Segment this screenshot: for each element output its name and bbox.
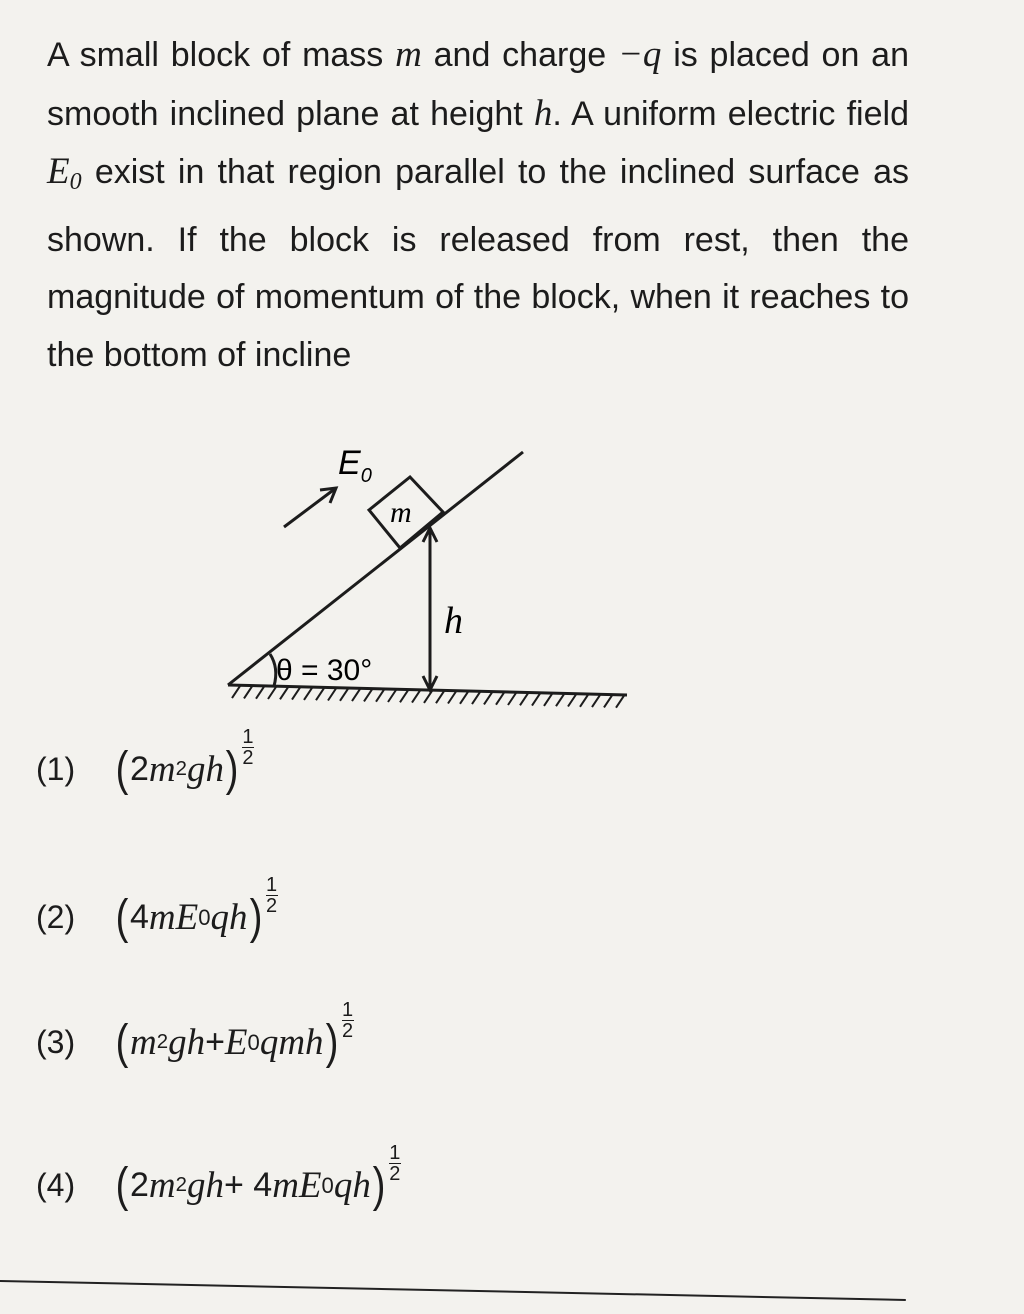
angle-arc [270, 654, 276, 686]
hatch-mark [520, 693, 528, 705]
hatch-mark [400, 690, 408, 702]
expression-term: qh [333, 1165, 371, 1206]
exponent-fraction [266, 875, 278, 916]
hatch-mark [364, 689, 372, 701]
option-number: (1) [36, 751, 76, 787]
hatch-mark [244, 686, 252, 698]
expression-term: 0 [198, 904, 211, 930]
exponent-numerator: 1 [389, 1142, 401, 1164]
hatch-mark [376, 690, 384, 702]
hatch-mark [592, 695, 600, 707]
option-number: (3) [36, 1024, 76, 1060]
hatch-mark [292, 688, 300, 700]
expression-term: gh [186, 749, 224, 790]
question-text-run: exist in that region parallel to the inclined surface as shown. If the block is released from rest, then the magnitude of momentum of the block, when it reaches to the bottom of incline [47, 153, 909, 374]
question-text-run: A small block of mass [47, 36, 396, 74]
question-text-run: . A uniform electric field [552, 94, 909, 133]
expression-term: gh [186, 1165, 224, 1206]
expression-term: 2 [175, 1174, 187, 1196]
hatch-mark [424, 691, 432, 703]
expression-term: + [205, 1023, 225, 1061]
question-text-run: and charge [421, 36, 618, 74]
exponent-numerator: 1 [341, 999, 354, 1021]
expression-term: 2 [129, 1166, 149, 1204]
right-paren: ) [325, 1016, 338, 1069]
hatch-mark [448, 692, 456, 704]
expression-term: qmh [259, 1022, 324, 1063]
hatch-mark [256, 687, 264, 699]
expression-term: m [148, 1165, 176, 1206]
math-symbol: m [395, 34, 422, 75]
incline-surface [228, 452, 523, 685]
subscript: 0 [69, 169, 82, 195]
expression-term: m [148, 749, 176, 790]
exponent-denominator: 2 [341, 1020, 354, 1042]
hatch-mark [268, 687, 276, 699]
expression-term: 2 [156, 1031, 169, 1053]
expression-term: gh [168, 1022, 206, 1063]
hatch-mark [316, 688, 324, 700]
option-1[interactable] [36, 726, 254, 797]
hatch-mark [412, 691, 420, 703]
exponent-numerator: 1 [242, 726, 254, 748]
left-paren: ( [115, 1016, 129, 1069]
expression-term: 2 [129, 750, 149, 788]
hatch-mark [352, 689, 360, 701]
expression-term: 4 [129, 898, 149, 936]
option-expression [114, 726, 254, 797]
hatch-mark [496, 693, 504, 705]
hatch-mark [508, 693, 516, 705]
math-symbol: h [533, 92, 553, 134]
exponent-numerator: 1 [265, 874, 278, 896]
left-paren: ( [115, 1159, 129, 1212]
right-paren: ) [225, 743, 239, 796]
block-label: m [390, 496, 412, 529]
exponent-denominator: 2 [265, 895, 278, 917]
hatch-mark [280, 687, 288, 699]
hatch-mark [604, 695, 612, 707]
divider-line [0, 1280, 906, 1301]
expression-term: m [129, 1022, 157, 1063]
expression-term: 0 [321, 1172, 334, 1198]
expression-term: 2 [175, 758, 187, 780]
hatch-mark [472, 692, 480, 704]
hatch-mark [340, 689, 348, 701]
left-paren: ( [115, 743, 129, 796]
left-paren: ( [115, 891, 129, 944]
option-number: (2) [36, 899, 76, 935]
height-label: h [444, 600, 463, 642]
exponent-fraction [242, 727, 254, 768]
option-expression [114, 874, 278, 945]
option-2[interactable] [36, 874, 278, 945]
hatch-mark [388, 690, 396, 702]
option-expression [114, 1142, 401, 1213]
hatch-mark [484, 692, 492, 704]
math-symbol: $E_0$ [47, 151, 82, 195]
field-arrow [284, 488, 336, 527]
right-paren: ) [372, 1159, 386, 1212]
expression-term: + 4 [223, 1166, 273, 1204]
hatch-mark [460, 692, 468, 704]
angle-label: θ = 30° [276, 654, 373, 687]
hatch-mark [436, 691, 444, 703]
hatch-mark [232, 686, 240, 698]
exponent-fraction [342, 1000, 354, 1041]
expression-term: mE [148, 897, 199, 938]
hatch-mark [580, 695, 588, 707]
expression-term: E [224, 1022, 248, 1063]
expression-term: mE [272, 1165, 322, 1206]
hatch-mark [556, 694, 564, 706]
expression-term: qh [210, 897, 248, 938]
question-text-run: is placed on an smooth inclined plane at height [47, 36, 909, 133]
hatch-mark [304, 688, 312, 700]
hatch-mark [544, 694, 552, 706]
hatch-mark [616, 696, 624, 708]
hatch-mark [568, 695, 576, 707]
exponent-fraction [389, 1143, 401, 1184]
option-3[interactable] [36, 999, 354, 1070]
option-expression [114, 999, 354, 1070]
hatch-mark [532, 694, 540, 706]
right-paren: ) [249, 891, 262, 944]
math-symbol: −q [617, 34, 662, 75]
exponent-denominator: 2 [389, 1163, 401, 1185]
option-number: (4) [36, 1167, 76, 1203]
expression-term: 0 [247, 1029, 260, 1055]
option-4[interactable] [36, 1142, 401, 1213]
exponent-denominator: 2 [242, 747, 254, 769]
field-label: $E_0$ [338, 444, 372, 487]
hatch-mark [328, 689, 336, 701]
